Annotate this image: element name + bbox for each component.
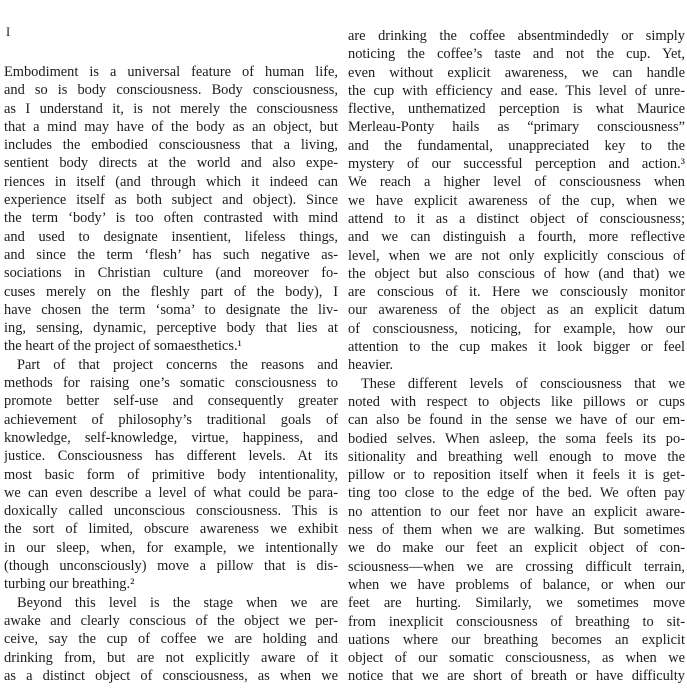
text-line: as a distinct object of consciousness, as when we [4, 667, 338, 684]
text-line: notice that we are short of breath or have difficulty [348, 668, 685, 685]
text-line: and used to designate insentient, lifeless things, [4, 228, 338, 245]
text-line: promote better self-use and consequently greater [4, 393, 338, 410]
section-number: I [6, 25, 11, 39]
text-line: ing, sensing, dynamic, perceptive body that lies at [4, 320, 338, 337]
text-line: we can even describe a level of what could be para- [4, 484, 338, 501]
text-line: Merleau-Ponty hails as “primary consciousness” [348, 119, 685, 136]
text-line: most basic form of primitive body intentionality, [4, 466, 338, 483]
text-line: drinking from, but are not explicitly aware of it [4, 649, 338, 666]
text-line: of consciousness, noticing, for example, how our [348, 320, 685, 337]
text-line: the term ‘body’ is too often contrasted with mind [4, 210, 338, 227]
text-line: heavier. [348, 357, 394, 374]
text-line: noticing the coffee’s taste and not the cup. Yet, [348, 46, 685, 63]
text-line: cuses merely on the fleshly part of the body), I [4, 283, 338, 300]
text-line: Embodiment is a universal feature of human life, [4, 64, 338, 80]
text-line: have chosen the term ‘soma’ to designate the liv- [4, 301, 338, 318]
paragraph [348, 27, 685, 375]
text-line: sentient body directs at the world and also expe- [4, 155, 338, 172]
text-line: ceive, say the cup of coffee we are holding and [4, 631, 338, 648]
text-line: we do make our feet an explicit object of con- [348, 540, 685, 557]
text-line: are drinking the coffee absentmindedly or simply [348, 28, 685, 44]
paragraph [4, 356, 338, 594]
text-line: feet are hurting. Similarly, we sometimes move [348, 595, 685, 612]
text-line: methods for raising one’s somatic consciousness to [4, 375, 338, 392]
text-line: doxically called unconscious consciousness. This is [4, 503, 338, 520]
text-line: the sort of limited, obscure awareness we exhibit [4, 521, 338, 538]
text-line: ting too close to the edge of the bed. We often pay [348, 485, 685, 502]
text-line: We reach a higher level of consciousness when [348, 174, 685, 191]
text-line: mystery of our successful perception and action.³ [348, 156, 685, 173]
text-line: and we can distinguish a fourth, more reflective [348, 229, 685, 246]
text-line: we have explicit awareness of the cup, when we [348, 192, 685, 209]
paragraph [348, 375, 685, 686]
text-line: attend to it as a distinct object of consciousness; [348, 210, 685, 227]
text-line: sitionality and breathing well enough to move the [348, 448, 685, 465]
paragraph [4, 594, 338, 685]
text-line: and since the term ‘flesh’ has such negative as- [4, 246, 338, 263]
text-line: the cup with efficiency and ease. This level of unre- [348, 82, 685, 99]
text-line: includes the embodied consciousness that a living, [4, 137, 338, 154]
text-line: Beyond this level is the stage when we are [17, 594, 338, 611]
text-line: ness of them when we are walking. But sometimes [348, 522, 685, 539]
text-line: pillow or to reposition itself when it feels it is get- [348, 467, 685, 484]
text-line: object of our somatic consciousness, as when we [348, 650, 685, 667]
text-line: can also be found in the sense we have of our em- [348, 412, 685, 429]
text-line: bodied selves. When asleep, the soma feels its po- [348, 430, 685, 447]
text-line: These different levels of consciousness that we [361, 375, 685, 392]
text-line: (though unconsciously) move a pillow that is dis- [4, 558, 338, 575]
text-line: experience itself as both subject and object). Since [4, 192, 338, 209]
text-line: that a mind may have of the body as an object, but [4, 118, 338, 135]
text-line: even without explicit awareness, we can handle [348, 64, 685, 81]
text-line: level, when we are not only explicitly conscious of [348, 247, 685, 264]
text-line: in our sleep, when, for example, we intentionally [4, 539, 338, 556]
text-line: sciousness—when we are crossing difficult terrain, [348, 558, 685, 575]
text-line: uations where our breathing becomes an explicit [348, 631, 685, 648]
text-line: and so is body consciousness. Body consciousness, [4, 82, 338, 99]
text-line: justice. Consciousness has different levels. At its [4, 448, 338, 465]
text-line: Part of that project concerns the reasons and [17, 356, 338, 373]
text-line: from inexplicit consciousness of breathing to sit- [348, 613, 685, 630]
text-line: sociations in Christian culture (and moreover fo- [4, 265, 338, 282]
text-line: are conscious of it. Here we consciously monitor [348, 284, 685, 301]
right-column [348, 27, 685, 686]
text-line: our awareness of the object as an explicit datum [348, 302, 685, 319]
text-line: turbing our breathing.² [4, 576, 135, 593]
text-line: when we have problems of balance, or when our [348, 576, 685, 593]
text-line: awake and clearly conscious of the object we per- [4, 612, 338, 629]
text-line: knowledge, self-knowledge, virtue, happiness, and [4, 429, 338, 446]
text-line: no attention to our feet nor have an explicit aware- [348, 503, 685, 520]
left-column [4, 63, 338, 685]
text-line: flective, unthematized perception is what Maurice [348, 101, 685, 118]
text-line: noted with respect to objects like pillows or cups [348, 393, 685, 410]
paragraph [4, 63, 338, 356]
text-line: attention to the cup makes it look bigger or feel [348, 339, 685, 356]
text-line: as I understand it, is not merely the consciousness [4, 100, 338, 117]
text-line: the object but also conscious of how (and that) we [348, 265, 685, 282]
text-line: and the fundamental, unappreciated key to the [348, 137, 685, 154]
text-line: riences in itself (and through which it indeed can [4, 173, 338, 190]
text-line: the heart of the project of somaesthetics.¹ [4, 338, 242, 355]
text-line: achievement of philosophy’s traditional goals of [4, 411, 338, 428]
